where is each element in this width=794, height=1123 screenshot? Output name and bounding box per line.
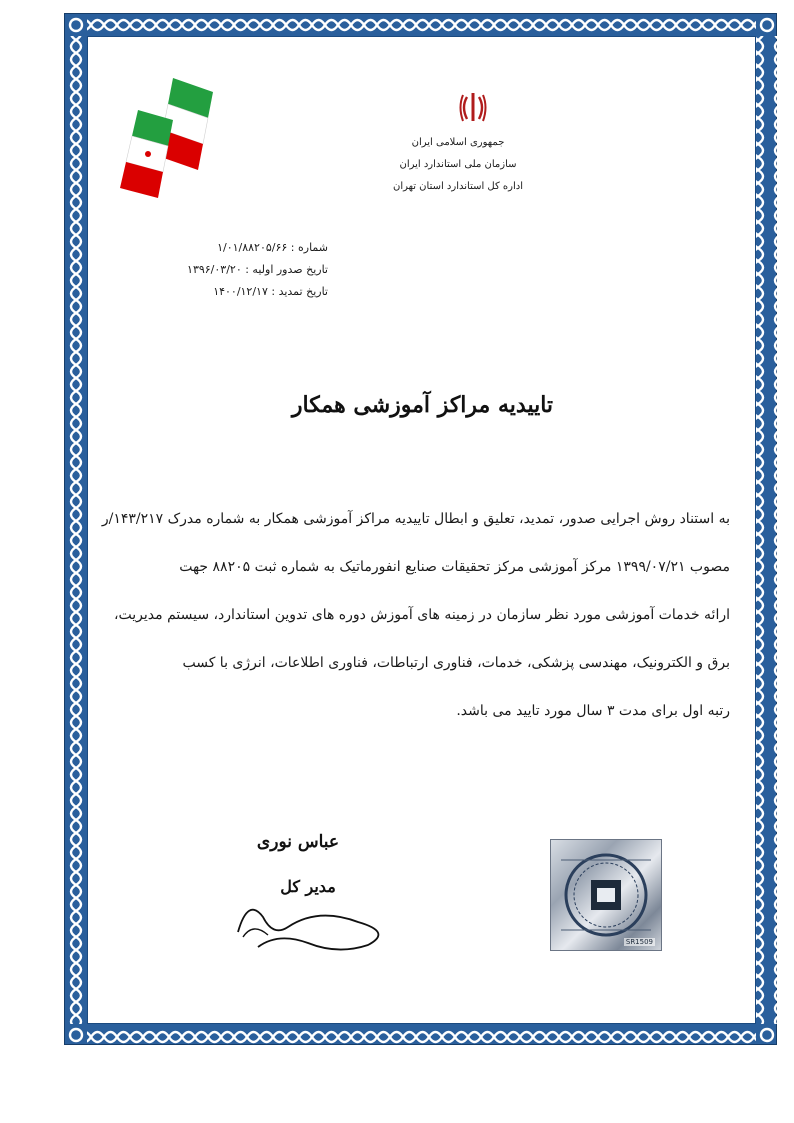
org-line-organization: سازمان ملی استاندارد ایران [399, 159, 517, 170]
certificate-text [101, 495, 730, 735]
signature-icon [218, 877, 398, 957]
body-line: ارائه خدمات آموزشی مورد نظر سازمان در زمینه های آموزش دوره های تدوین استاندارد، سیستم مدیریت، [114, 607, 730, 623]
hologram-code: SR1509 [625, 938, 653, 946]
hologram-seal-icon [551, 840, 661, 950]
standard-hologram [550, 839, 662, 951]
reference-number: شماره : ۱/۰۱/۸۸۲۰۵/۶۶ [217, 241, 328, 254]
signatory-role: مدیر کل [280, 877, 336, 896]
certificate-frame [64, 13, 777, 1045]
issue-date: تاریخ صدور اولیه : ۱۳۹۶/۰۳/۲۰ [187, 263, 328, 276]
renewal-date: تاریخ تمدید : ۱۴۰۰/۱۲/۱۷ [213, 285, 328, 298]
body-line: رتبه اول برای مدت ۳ سال مورد تایید می باشد. [456, 703, 730, 719]
org-line-department: اداره کل استاندارد استان تهران [392, 181, 524, 192]
certificate-body [87, 36, 756, 1024]
iran-flag-icon [118, 70, 218, 215]
national-emblem-icon [458, 91, 488, 125]
reference-block [128, 237, 328, 303]
body-line: به استناد روش اجرایی صدور، تمدید، تعلیق و ابطال تاییدیه مراکز آموزشی همکار به شماره مدرک ۱۴۳/۲۱۷/ر [101, 511, 730, 527]
body-line: مصوب ۱۳۹۹/۰۷/۲۱ مرکز آموزشی مرکز تحقیقات صنایع انفورماتیک به شماره ثبت ۸۸۲۰۵ جهت [179, 559, 730, 575]
issuing-organization [368, 132, 548, 198]
org-line-country: جمهوری اسلامی ایران [411, 137, 505, 148]
certificate-title: تاییدیه مراکز آموزشی همکار [291, 392, 554, 418]
body-line: برق و الکترونیک، مهندسی پزشکی، خدمات، فناوری ارتباطات، فناوری اطلاعات، انرژی با کسب [182, 655, 730, 671]
signatory-name: عباس نوری [256, 832, 340, 852]
